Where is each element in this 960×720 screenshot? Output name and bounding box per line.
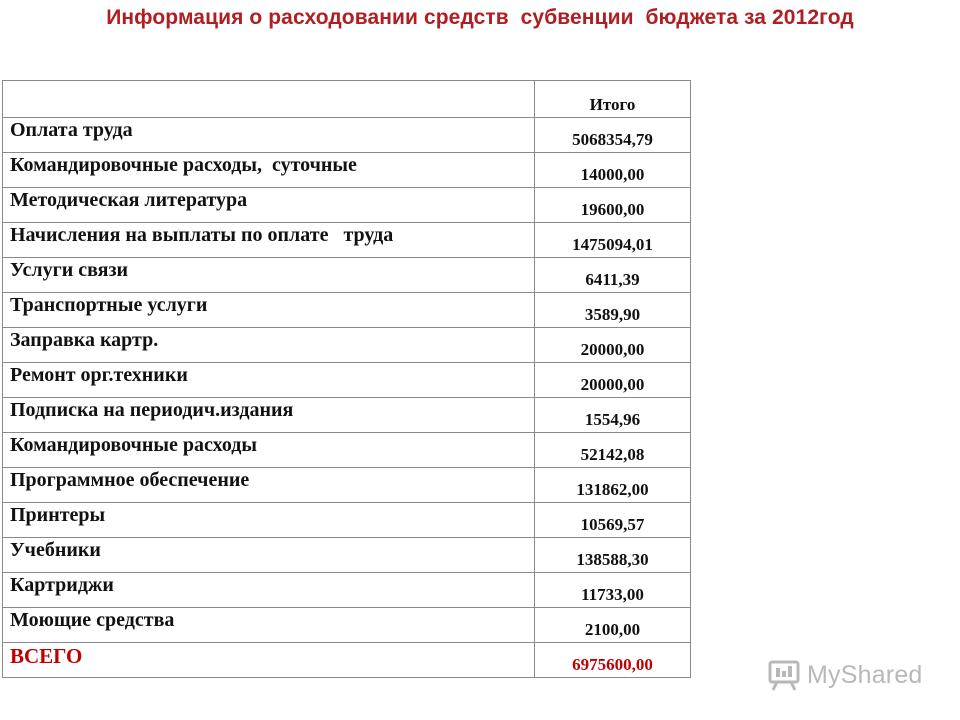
table-row — [3, 153, 691, 188]
expense-item-name: Моющие средства — [3, 608, 535, 643]
table-row — [3, 538, 691, 573]
expense-item-value: 131862,00 — [535, 468, 691, 503]
expense-item-value: 14000,00 — [535, 153, 691, 188]
table-row — [3, 468, 691, 503]
table-row — [3, 608, 691, 643]
expense-item-value: 10569,57 — [535, 503, 691, 538]
expense-item-value: 1554,96 — [535, 398, 691, 433]
table-row — [3, 398, 691, 433]
table-row — [3, 223, 691, 258]
expense-item-name: Принтеры — [3, 503, 535, 538]
expense-item-name: Оплата труда — [3, 118, 535, 153]
expense-item-value: 6411,39 — [535, 258, 691, 293]
expense-item-name: Подписка на периодич.издания — [3, 398, 535, 433]
presentation-board-icon — [767, 659, 801, 691]
expense-item-value: 19600,00 — [535, 188, 691, 223]
expense-item-value: 20000,00 — [535, 328, 691, 363]
table-row — [3, 363, 691, 398]
total-value: 6975600,00 — [535, 643, 691, 678]
expense-item-value: 20000,00 — [535, 363, 691, 398]
expense-item-value: 11733,00 — [535, 573, 691, 608]
table-row — [3, 293, 691, 328]
expense-item-value: 2100,00 — [535, 608, 691, 643]
expense-item-name: Начисления на выплаты по оплате труда — [3, 223, 535, 258]
table-row — [3, 258, 691, 293]
table-row — [3, 503, 691, 538]
table-row — [3, 433, 691, 468]
expense-item-name: Транспортные услуги — [3, 293, 535, 328]
table-row — [3, 118, 691, 153]
expense-item-value: 1475094,01 — [535, 223, 691, 258]
table-row — [3, 188, 691, 223]
expense-item-name: Заправка картр. — [3, 328, 535, 363]
table-row — [3, 573, 691, 608]
expense-item-name: Учебники — [3, 538, 535, 573]
expense-item-name: Ремонт орг.техники — [3, 363, 535, 398]
expense-item-name: Картриджи — [3, 573, 535, 608]
header-name-cell — [3, 81, 535, 118]
header-total-cell: Итого — [535, 81, 691, 118]
expense-item-value: 52142,08 — [535, 433, 691, 468]
expense-item-name: Командировочные расходы — [3, 433, 535, 468]
expense-item-value: 5068354,79 — [535, 118, 691, 153]
expense-item-name: Методическая литература — [3, 188, 535, 223]
expense-item-name: Программное обеспечение — [3, 468, 535, 503]
watermark-text: MyShared — [807, 660, 923, 689]
expense-item-name: Услуги связи — [3, 258, 535, 293]
expense-table-body — [3, 81, 691, 678]
expense-item-value: 3589,90 — [535, 293, 691, 328]
expense-item-value: 138588,30 — [535, 538, 691, 573]
expense-table — [2, 80, 691, 678]
myshared-watermark — [767, 655, 923, 695]
table-header-row — [3, 81, 691, 118]
total-row — [3, 643, 691, 678]
page-title: Информация о расходовании средств субвенции бюджета за 2012год — [106, 6, 854, 29]
table-row — [3, 328, 691, 363]
expense-item-name: Командировочные расходы, суточные — [3, 153, 535, 188]
total-label: ВСЕГО — [3, 643, 535, 678]
